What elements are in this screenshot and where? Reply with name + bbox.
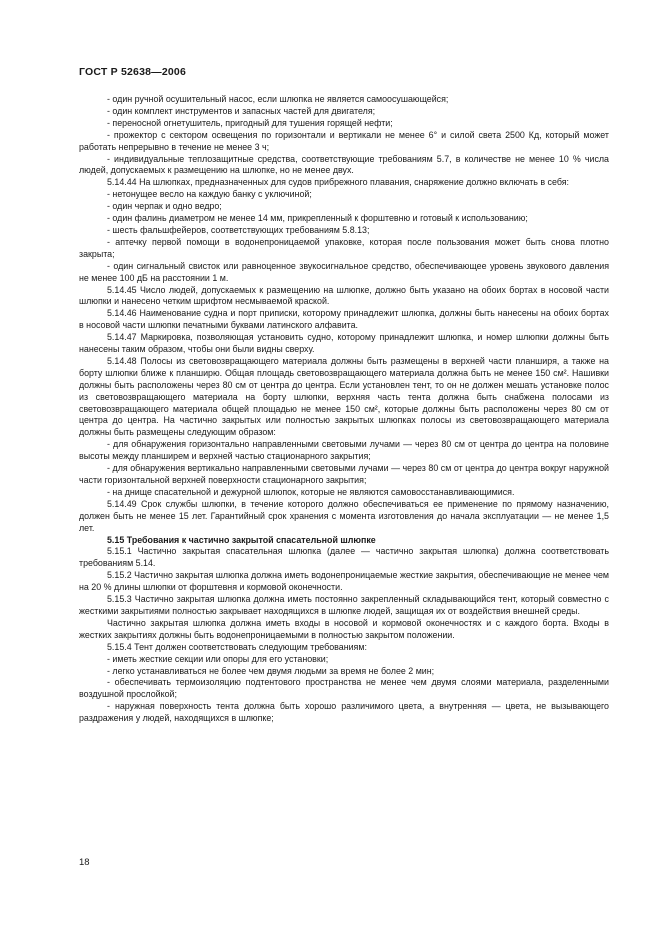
list-item: - прожектор с сектором освещения по горизонтали и вертикали не менее 6° и силой света 2500 Кд, который может работать непрерывно в течение не менее 3 ч; bbox=[79, 129, 609, 152]
list-item: - обеспечивать термоизоляцию подтентового пространства не менее чем двумя слоями материала, разделенными воздушной прослойкой; bbox=[79, 677, 609, 700]
list-item: - один комплект инструментов и запасных частей для двигателя; bbox=[107, 105, 376, 116]
paragraph: 5.15.4 Тент должен соответствовать следующим требованиям: bbox=[107, 641, 367, 652]
paragraph: 5.15.3 Частично закрытая шлюпка должна иметь постоянно закрепленный складывающийся тент, который совместно с жесткими закрытиями полностью закрывает находящихся в шлюпке людей, защищая их от воздействия внешней среды. bbox=[79, 594, 609, 616]
list-item: - один фалинь диаметром не менее 14 мм, прикрепленный к форштевню и готовый к использованию; bbox=[107, 213, 528, 224]
paragraph: 5.14.49 Срок службы шлюпки, в течение которого должно обеспечиваться ее применение по прямому назначению, должен быть не менее 15 лет. Гарантийный срок хранения с момента изготовления до начала эксплуатации — не менее 1,5 лет. bbox=[79, 498, 609, 533]
paragraph: 5.14.47 Маркировка, позволяющая установить судно, которому принадлежит шлюпка, и номер шлюпки должны быть нанесены таким образом, чтобы они были видны сверху. bbox=[79, 332, 609, 355]
paragraph: 5.14.44 На шлюпках, предназначенных для судов прибрежного плавания, снаряжение должно включать в себя: bbox=[107, 177, 569, 188]
list-item: - один черпак и одно ведро; bbox=[107, 201, 222, 212]
list-item: - индивидуальные теплозащитные средства, соответствующие требованиям 5.7, в количестве не менее 10 % числа людей, допускаемых к размещению на шлюпке, но не менее двух. bbox=[79, 153, 609, 176]
list-item: - нетонущее весло на каждую банку с уключиной; bbox=[107, 189, 312, 200]
list-item: - один ручной осушительный насос, если шлюпка не является самоосушающейся; bbox=[107, 94, 449, 104]
list-item: - на днище спасательной и дежурной шлюпок, которые не являются самовосстанавливающимися. bbox=[107, 486, 515, 497]
list-item: - наружная поверхность тента должна быть хорошо различимого цвета, а внутренняя — цвета, не вызывающего раздражения у людей, находящихся в шлюпке; bbox=[79, 701, 609, 724]
page-header: ГОСТ Р 52638—2006 bbox=[79, 66, 187, 78]
section-heading: 5.15 Требования к частично закрытой спасательной шлюпке bbox=[107, 534, 376, 545]
paragraph: 5.15.1 Частично закрытая спасательная шлюпка (далее — частично закрытая шлюпка) должна соответствовать требованиям 5.14. bbox=[79, 546, 609, 569]
paragraph: 5.15.2 Частично закрытая шлюпка должна иметь водонепроницаемые жесткие закрытия, обеспечивающие не менее чем на 20 % длины шлюпки от форштевня и кормовой оконечности. bbox=[79, 570, 609, 593]
document-body bbox=[79, 94, 609, 725]
paragraph: 5.14.46 Наименование судна и порт приписки, которому принадлежит шлюпка, должны быть нанесены на обоих бортах в носовой части шлюпки печатными буквами латинского алфавита. bbox=[79, 308, 609, 331]
list-item: - аптечку первой помощи в водонепроницаемой упаковке, которая после пользования может быть снова плотно закрыта; bbox=[79, 236, 609, 259]
paragraph: Частично закрытая шлюпка должна иметь входы в носовой и кормовой оконечностях и с каждого борта. Входы в жестких закрытиях должны быть водонепроницаемыми в полностью закрытом положении. bbox=[79, 617, 609, 640]
list-item: - для обнаружения вертикально направленными световыми лучами — через 80 см от центра до центра вокруг наружной части горизонтальной верхней поверхности стационарного закрытия; bbox=[79, 463, 609, 485]
list-item: - легко устанавливаться не более чем двумя людьми за время не более 2 мин; bbox=[107, 665, 435, 676]
page-number: 18 bbox=[79, 857, 90, 868]
paragraph: 5.14.45 Число людей, допускаемых к размещению на шлюпке, должно быть указано на обоих бортах в носовой части шлюпки и нанесено четким шрифтом несмываемой краской. bbox=[79, 284, 609, 307]
list-item: - шесть фальшфейеров, соответствующих требованиям 5.8.13; bbox=[107, 224, 370, 235]
paragraph: 5.14.48 Полосы из световозвращающего материала должны быть размещены в верхней части планширя, а также на борту шлюпки ближе к планширю. Общая площадь световозвращающего материала должна быть не менее 150 см². Нашивки должны быть расположены через 80 см от центра до центра. Если установлен тент, то он не должен мешать установке полос из световозвращающего материала на борту шлюпки, верхняя часть тента должна быть снабжена полосами из световозвращающего материала общей площадью не менее 150 см², которые должны быть расположены через 80 см от центра до центра. На частично закрытых или полностью закрытых шлюпках полосы из световозвращающего материала должны быть размещены следующим образом: bbox=[79, 355, 609, 438]
list-item: - для обнаружения горизонтально направленными световыми лучами — через 80 см от центра до центра на половине высоты между планширем и верхней частью стационарного закрытия; bbox=[79, 439, 609, 462]
list-item: - переносной огнетушитель, пригодный для тушения горящей нефти; bbox=[107, 117, 393, 128]
list-item: - один сигнальный свисток или равноценное звукосигнальное средство, обеспечивающее уровень звукового давления не менее 100 дБ на расстоянии 1 м. bbox=[79, 260, 609, 283]
list-item: - иметь жесткие секции или опоры для его установки; bbox=[107, 653, 329, 664]
